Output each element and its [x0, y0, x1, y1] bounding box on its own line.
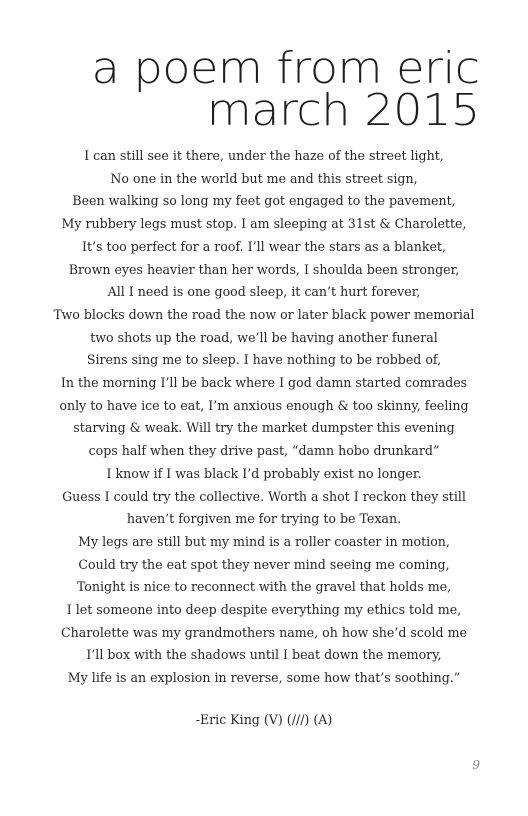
poem-line: My life is an explosion in reverse, some how that’s soothing.”	[67, 670, 461, 686]
poem-line: Been walking so long my feet got engaged to the pavement,	[72, 193, 456, 209]
poem-line: I can still see it there, under the haze of the street light,	[84, 148, 444, 163]
poem-line: No one in the world but me and this street sign,	[110, 170, 418, 186]
poem-line: My rubbery legs must stop. I am sleeping at 31st & Charolette,	[61, 216, 467, 232]
poem-line: starving & weak. Will try the market dumpster this evening	[73, 420, 455, 436]
poem-line: Charolette was my grandmothers name, oh how she’d scold me	[60, 624, 467, 640]
poem-line: I’ll box with the shadows until I beat down the memory,	[86, 647, 442, 663]
poem-line: Brown eyes heavier than her words, I shoulda been stronger,	[68, 261, 460, 277]
poem-signature: -Eric King (V) (///) (A)	[195, 712, 333, 727]
title-line-1: a poem from eric	[91, 43, 480, 94]
page-number: 9	[472, 758, 480, 772]
poem-line: Sirens sing me to sleep. I have nothing to be robbed of,	[86, 352, 442, 368]
poem-line: haven’t forgiven me for trying to be Texan.	[126, 511, 402, 527]
poem-line: All I need is one good sleep, it can’t hurt forever,	[107, 284, 421, 300]
poem-title	[91, 43, 480, 136]
poem-line: My legs are still but my mind is a roller coaster in motion,	[78, 533, 450, 549]
poem-line: In the morning I’ll be back where I god damn started comrades	[60, 375, 468, 391]
poem-line: I know if I was black I’d probably exist no longer.	[106, 465, 422, 481]
poem-line: Guess I could try the collective. Worth a shot I reckon they still	[62, 488, 466, 504]
poem-line: only to have ice to eat, I’m anxious enough & too skinny, feeling	[59, 397, 469, 413]
poem-line: cops half when they drive past, “damn hobo drunkard”	[88, 443, 440, 459]
poem-line: two shots up the road, we’ll be having another funeral	[90, 329, 438, 345]
poem-body	[48, 145, 480, 690]
title-line-2: march 2015	[207, 85, 480, 136]
poem-line: It’s too perfect for a roof. I’ll wear the stars as a blanket,	[82, 238, 446, 254]
poem-line: I let someone into deep despite everything my ethics told me,	[66, 602, 462, 618]
poem-line: Two blocks down the road the now or later black power memorial	[53, 306, 475, 322]
poem-line: Could try the eat spot they never mind seeing me coming,	[78, 556, 450, 572]
poem-line: Tonight is nice to reconnect with the gravel that holds me,	[76, 579, 452, 595]
